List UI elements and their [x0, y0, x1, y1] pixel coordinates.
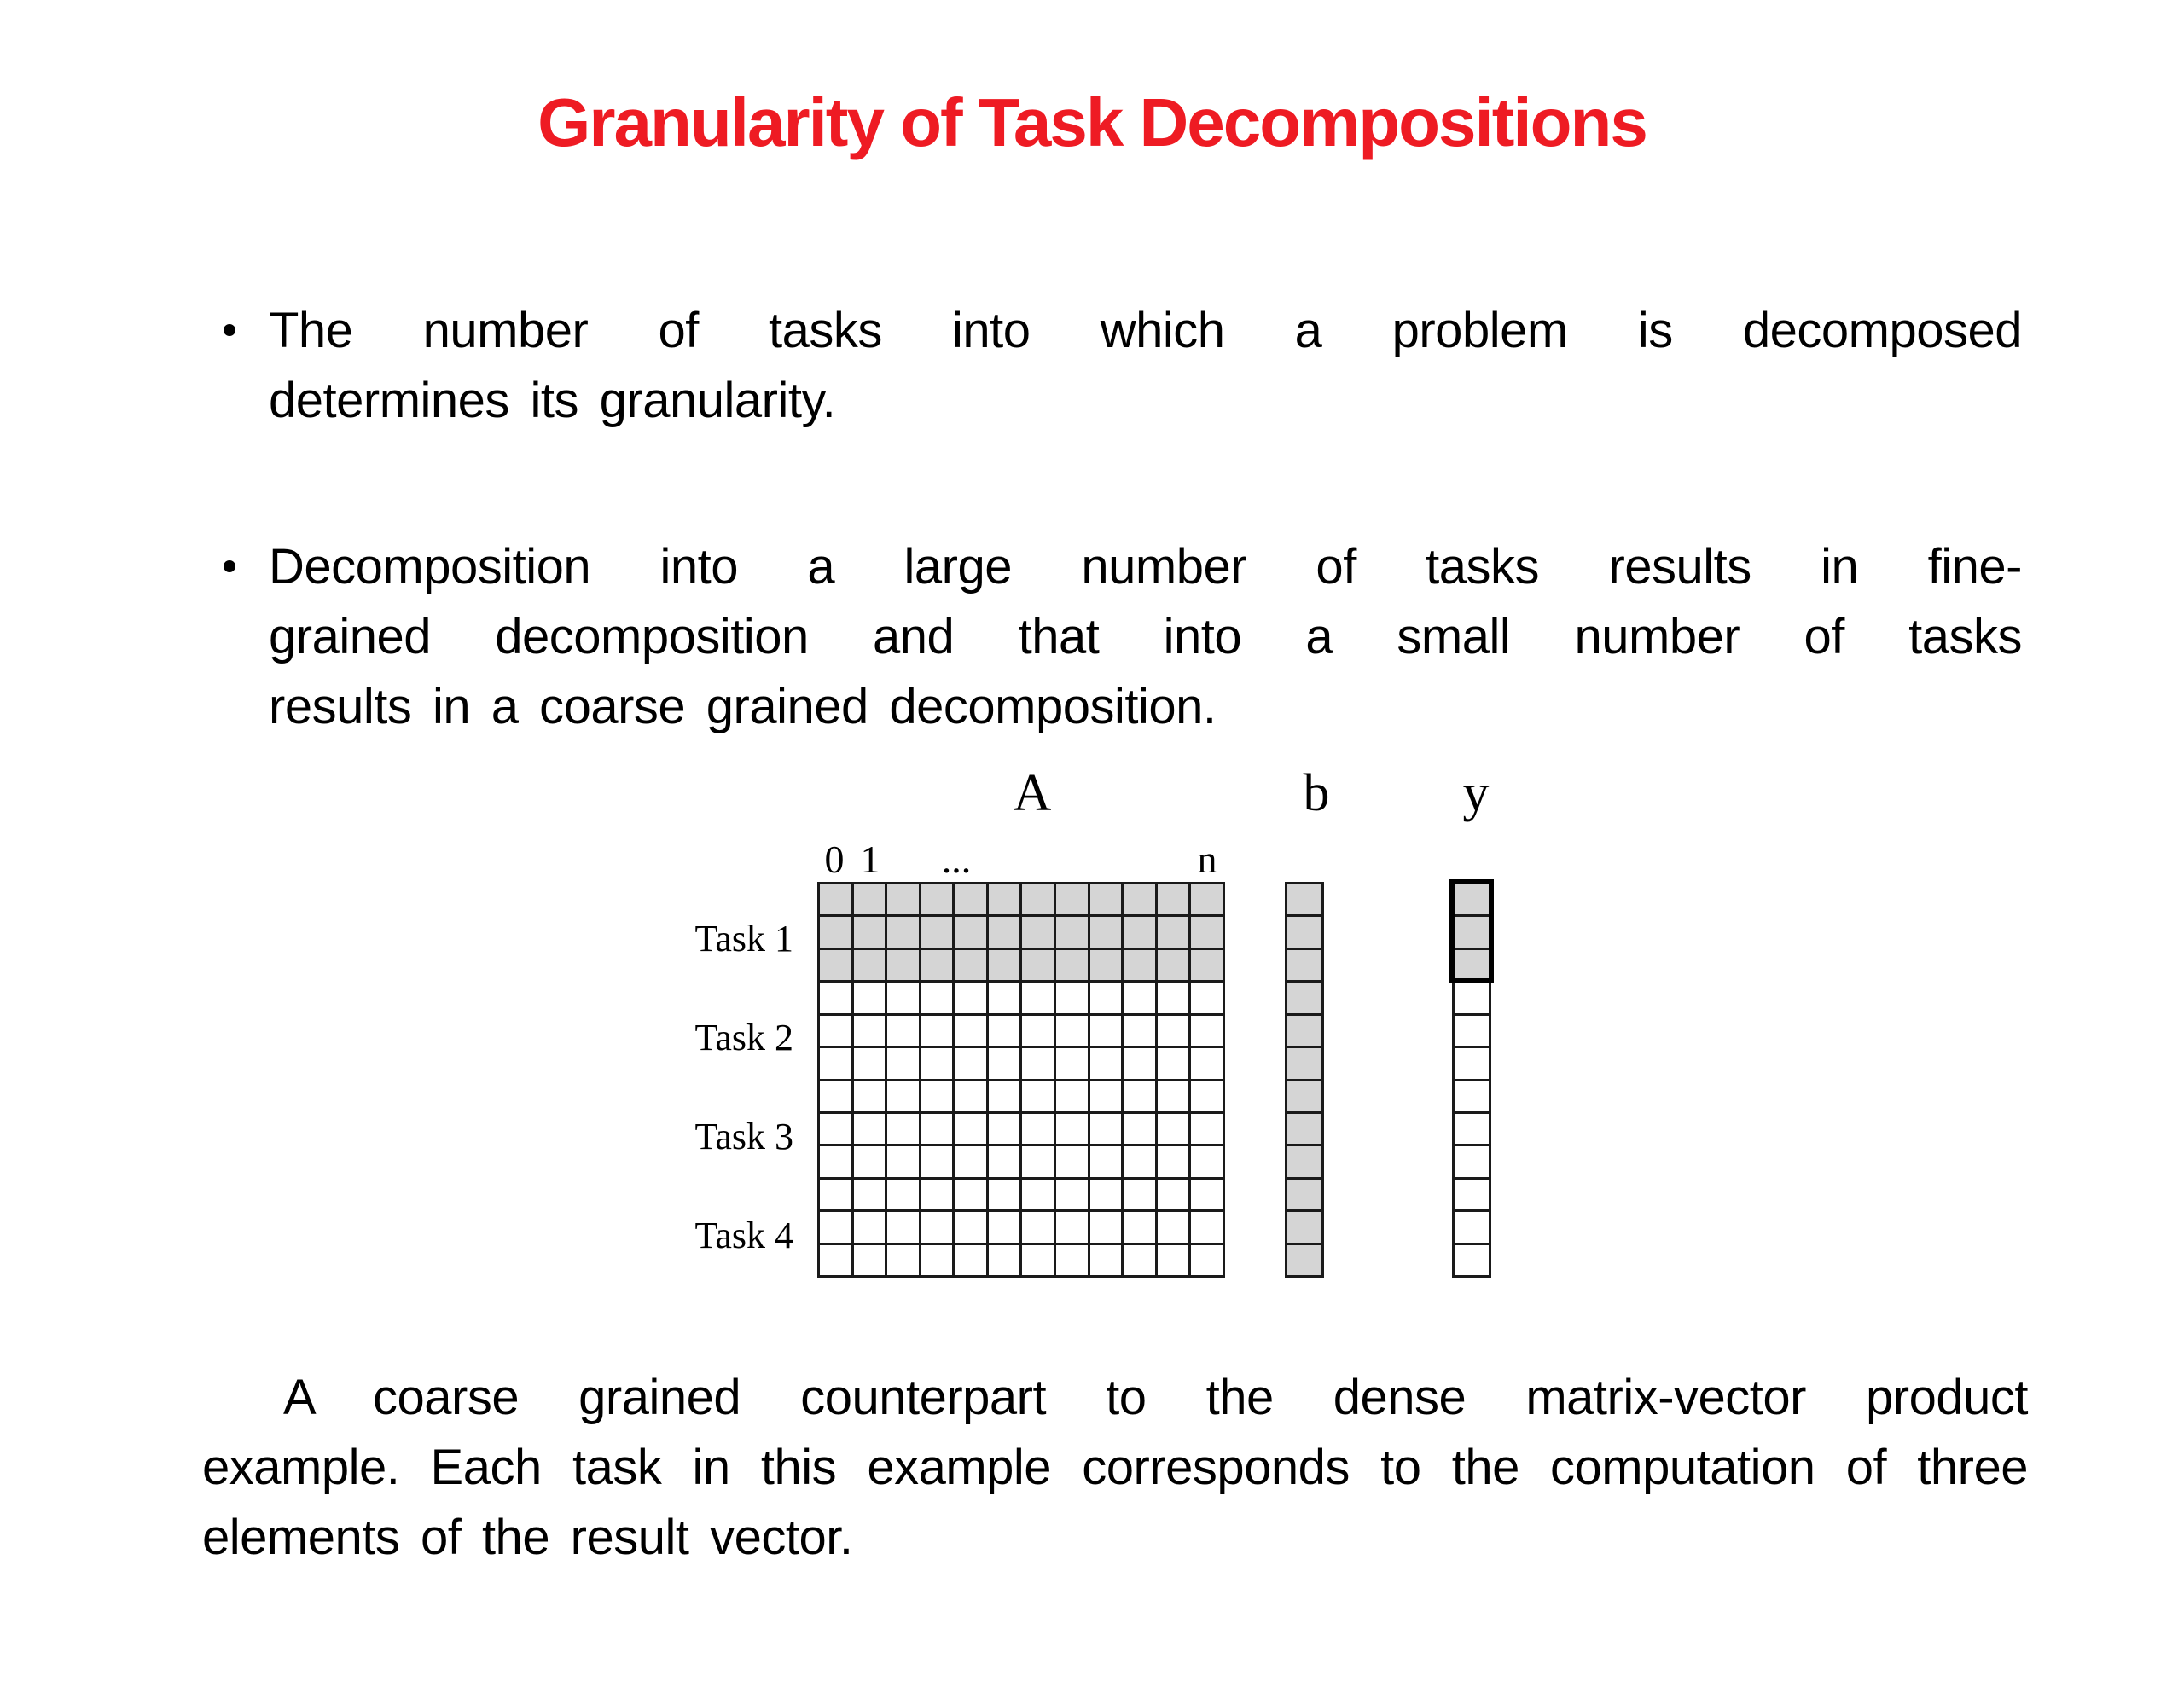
grid-cell [1056, 1212, 1088, 1242]
grid-cell [1191, 917, 1223, 947]
task-2-label: Task 2 [694, 1016, 793, 1058]
grid-cell [1158, 917, 1189, 947]
grid-cell [921, 1016, 953, 1046]
grid-cell [989, 884, 1020, 914]
grid-cell [955, 1146, 986, 1176]
grid-cell [1158, 1016, 1189, 1046]
grid-cell [887, 1146, 919, 1176]
grid-cell [1287, 1081, 1321, 1111]
grid-cell [887, 1048, 919, 1078]
grid-cell [989, 950, 1020, 980]
grid-cell [887, 917, 919, 947]
grid-cell [1191, 1114, 1223, 1144]
bullet-line: results in a coarse grained decomposition. [269, 679, 1217, 734]
grid-cell [1455, 884, 1489, 914]
task-1-label: Task 1 [694, 917, 793, 959]
bullet-line: determines its granularity. [269, 373, 836, 428]
grid-cell [1191, 1146, 1223, 1176]
grid-cell [1287, 1016, 1321, 1046]
grid-cell [820, 1212, 851, 1242]
grid-cell [1287, 1212, 1321, 1242]
grid-cell [1090, 1212, 1122, 1242]
bullet-dot-icon [224, 324, 235, 336]
grid-cell [989, 1146, 1020, 1176]
grid-cell [955, 950, 986, 980]
grid-cell [1158, 1180, 1189, 1209]
grid-cell [1191, 1081, 1223, 1111]
task-4-label: Task 4 [694, 1214, 793, 1256]
grid-cell [921, 1048, 953, 1078]
grid-cell [989, 1180, 1020, 1209]
grid-cell [921, 983, 953, 1012]
grid-cell [1090, 1114, 1122, 1144]
grid-cell [989, 1245, 1020, 1275]
grid-cell [854, 1114, 886, 1144]
grid-cell [1090, 1016, 1122, 1046]
grid-cell [1455, 1016, 1489, 1046]
grid-cell [1124, 884, 1155, 914]
grid-cell [887, 1212, 919, 1242]
grid-cell [854, 1146, 886, 1176]
grid-cell [820, 1180, 851, 1209]
grid-cell [1455, 1245, 1489, 1275]
bullet-item-2 [205, 532, 2022, 742]
grid-cell [1455, 983, 1489, 1012]
grid-cell [820, 1016, 851, 1046]
grid-cell [820, 884, 851, 914]
grid-cell [1090, 983, 1122, 1012]
grid-cell [1056, 1016, 1088, 1046]
matrix-a-label: A [1013, 764, 1052, 822]
grid-cell [854, 1016, 886, 1046]
grid-cell [854, 884, 886, 914]
grid-cell [887, 1180, 919, 1209]
grid-cell [1191, 1212, 1223, 1242]
grid-cell [1158, 1114, 1189, 1144]
grid-cell [1022, 1081, 1054, 1111]
grid-cell [1124, 950, 1155, 980]
grid-cell [1158, 1048, 1189, 1078]
grid-cell [1191, 983, 1223, 1012]
grid-cell [1090, 917, 1122, 947]
grid-cell [1158, 1081, 1189, 1111]
grid-cell [1090, 950, 1122, 980]
grid-cell [1090, 1146, 1122, 1176]
grid-cell [921, 1212, 953, 1242]
grid-cell [921, 917, 953, 947]
grid-cell [820, 1081, 851, 1111]
grid-cell [1455, 1146, 1489, 1176]
grid-cell [854, 917, 886, 947]
grid-cell [1191, 1245, 1223, 1275]
grid-cell [1158, 1245, 1189, 1275]
grid-cell [887, 1016, 919, 1046]
grid-cell [921, 1245, 953, 1275]
grid-cell [887, 884, 919, 914]
grid-cell [955, 1114, 986, 1144]
grid-cell [921, 1180, 953, 1209]
grid-cell [854, 1212, 886, 1242]
grid-cell [955, 1212, 986, 1242]
grid-cell [1022, 983, 1054, 1012]
b-vector-grid [1285, 882, 1324, 1278]
grid-cell [1056, 950, 1088, 980]
grid-cell [1124, 1212, 1155, 1242]
grid-cell [955, 1081, 986, 1111]
grid-cell [1056, 983, 1088, 1012]
grid-cell [820, 1114, 851, 1144]
grid-cell [989, 917, 1020, 947]
grid-cell [1158, 1212, 1189, 1242]
grid-cell [887, 983, 919, 1012]
column-index-1: 1 [860, 838, 880, 881]
grid-cell [1022, 1114, 1054, 1144]
grid-cell [1455, 1081, 1489, 1111]
grid-cell [921, 1114, 953, 1144]
grid-cell [1022, 917, 1054, 947]
grid-cell [1022, 1048, 1054, 1078]
grid-cell [854, 983, 886, 1012]
grid-cell [1124, 1180, 1155, 1209]
grid-cell [1090, 884, 1122, 914]
grid-cell [1124, 1048, 1155, 1078]
bullet-item-1 [205, 296, 2022, 436]
grid-cell [1455, 1048, 1489, 1078]
grid-cell [989, 983, 1020, 1012]
grid-cell [1287, 950, 1321, 980]
grid-cell [1158, 983, 1189, 1012]
grid-cell [854, 950, 886, 980]
grid-cell [1455, 1212, 1489, 1242]
grid-cell [955, 1245, 986, 1275]
grid-cell [1191, 950, 1223, 980]
caption-line: A coarse grained counterpart to the dense matrix-vector product [283, 1370, 2028, 1425]
grid-cell [1287, 1180, 1321, 1209]
column-index-n: n [1197, 838, 1217, 881]
grid-cell [1056, 1114, 1088, 1144]
grid-cell [955, 1180, 986, 1209]
grid-cell [887, 950, 919, 980]
bullet-list [205, 296, 2022, 742]
grid-cell [1022, 884, 1054, 914]
caption-line: elements of the result vector. [202, 1510, 853, 1565]
grid-cell [1287, 1114, 1321, 1144]
grid-cell [854, 1180, 886, 1209]
grid-cell [955, 983, 986, 1012]
grid-cell [1455, 1114, 1489, 1144]
grid-cell [820, 1146, 851, 1176]
grid-cell [1056, 1245, 1088, 1275]
grid-cell [1287, 917, 1321, 947]
grid-cell [921, 950, 953, 980]
grid-cell [1455, 1180, 1489, 1209]
column-index-0: 0 [824, 838, 845, 881]
task-3-label: Task 3 [694, 1115, 793, 1157]
grid-cell [1090, 1081, 1122, 1111]
grid-cell [1158, 1146, 1189, 1176]
grid-cell [1056, 884, 1088, 914]
grid-cell [1022, 1180, 1054, 1209]
grid-cell [1056, 917, 1088, 947]
grid-cell [1090, 1048, 1122, 1078]
caption-line: example. Each task in this example corresponds to the computation of three [202, 1440, 2028, 1495]
grid-cell [1090, 1180, 1122, 1209]
grid-cell [1056, 1081, 1088, 1111]
bullet-dot-icon [224, 560, 235, 572]
grid-cell [1191, 1016, 1223, 1046]
grid-cell [955, 917, 986, 947]
grid-cell [1191, 1048, 1223, 1078]
grid-cell [1455, 917, 1489, 947]
grid-cell [1124, 1114, 1155, 1144]
grid-cell [1124, 1016, 1155, 1046]
grid-cell [1022, 950, 1054, 980]
grid-cell [887, 1114, 919, 1144]
grid-cell [921, 1081, 953, 1111]
y-vector-label: y [1462, 764, 1490, 822]
grid-cell [1056, 1180, 1088, 1209]
grid-cell [887, 1245, 919, 1275]
figure-caption [202, 1363, 2028, 1573]
grid-cell [989, 1114, 1020, 1144]
grid-cell [1022, 1245, 1054, 1275]
grid-cell [820, 1048, 851, 1078]
grid-cell [854, 1081, 886, 1111]
grid-cell [1022, 1146, 1054, 1176]
grid-cell [820, 983, 851, 1012]
grid-cell [989, 1016, 1020, 1046]
grid-cell [820, 917, 851, 947]
matrix-grid [817, 882, 1225, 1278]
b-vector-label: b [1303, 764, 1330, 822]
grid-cell [1090, 1245, 1122, 1275]
grid-cell [1056, 1146, 1088, 1176]
grid-cell [921, 1146, 953, 1176]
grid-cell [1287, 1048, 1321, 1078]
grid-cell [1022, 1016, 1054, 1046]
grid-cell [955, 1016, 986, 1046]
grid-cell [820, 1245, 851, 1275]
grid-cell [955, 1048, 986, 1078]
grid-cell [820, 950, 851, 980]
column-index-dots: ... [941, 838, 972, 881]
y-vector-grid [1452, 882, 1491, 1278]
grid-cell [1287, 1245, 1321, 1275]
grid-cell [921, 884, 953, 914]
grid-cell [1022, 1212, 1054, 1242]
grid-cell [989, 1048, 1020, 1078]
grid-cell [1455, 950, 1489, 980]
grid-cell [1124, 983, 1155, 1012]
grid-cell [1056, 1048, 1088, 1078]
bullet-line: Decomposition into a large number of tasks results in fine- [269, 539, 2022, 594]
grid-cell [1158, 950, 1189, 980]
grid-cell [1287, 983, 1321, 1012]
grid-cell [955, 884, 986, 914]
grid-cell [1124, 1081, 1155, 1111]
grid-cell [1158, 884, 1189, 914]
grid-cell [989, 1081, 1020, 1111]
bullet-line: The number of tasks into which a problem is decomposed [269, 303, 2022, 358]
grid-cell [1191, 1180, 1223, 1209]
slide-title: Granularity of Task Decompositions [537, 84, 1647, 160]
grid-cell [1124, 1146, 1155, 1176]
grid-cell [989, 1212, 1020, 1242]
grid-cell [1124, 1245, 1155, 1275]
grid-cell [854, 1245, 886, 1275]
grid-cell [854, 1048, 886, 1078]
grid-cell [1191, 884, 1223, 914]
grid-cell [1287, 884, 1321, 914]
bullet-line: grained decomposition and that into a small number of tasks [269, 609, 2022, 664]
grid-cell [887, 1081, 919, 1111]
grid-cell [1124, 917, 1155, 947]
grid-cell [1287, 1146, 1321, 1176]
